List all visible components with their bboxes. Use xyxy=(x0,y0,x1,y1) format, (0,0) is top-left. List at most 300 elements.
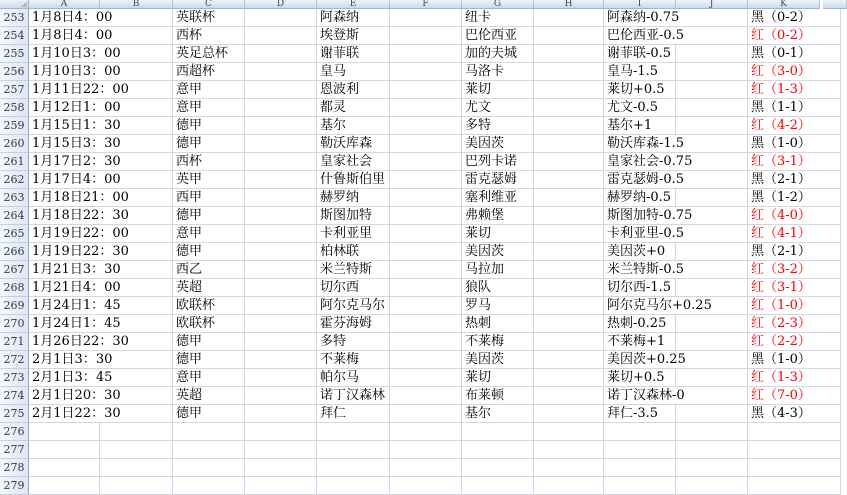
row-number[interactable]: 266 xyxy=(0,243,29,261)
column-header-K[interactable]: K xyxy=(748,0,820,9)
empty-cell[interactable] xyxy=(534,225,604,243)
empty-cell[interactable] xyxy=(676,81,748,99)
empty-cell[interactable] xyxy=(390,387,462,405)
handicap-cell[interactable] xyxy=(604,369,676,387)
empty-cell[interactable] xyxy=(676,9,748,27)
empty-cell[interactable] xyxy=(676,315,748,333)
away-team-cell[interactable] xyxy=(462,63,534,81)
empty-cell[interactable] xyxy=(534,207,604,225)
empty-cell[interactable] xyxy=(390,459,462,477)
date-cell[interactable] xyxy=(29,477,100,495)
handicap-cell[interactable] xyxy=(604,387,685,405)
empty-cell[interactable] xyxy=(676,99,748,117)
empty-cell[interactable] xyxy=(390,477,462,495)
handicap-cell[interactable] xyxy=(604,135,685,153)
empty-cell[interactable] xyxy=(534,81,604,99)
empty-cell[interactable] xyxy=(245,9,317,27)
row-number[interactable]: 277 xyxy=(0,441,29,459)
empty-cell[interactable] xyxy=(534,297,604,315)
result-cell[interactable] xyxy=(748,9,841,27)
empty-cell[interactable] xyxy=(534,279,604,297)
away-team-cell[interactable] xyxy=(462,387,534,405)
league-cell[interactable] xyxy=(173,441,245,459)
empty-cell[interactable] xyxy=(390,261,462,279)
empty-cell[interactable] xyxy=(676,405,748,423)
league-cell[interactable] xyxy=(173,45,245,63)
empty-cell[interactable] xyxy=(390,225,462,243)
empty-cell[interactable] xyxy=(534,99,604,117)
empty-cell[interactable] xyxy=(390,369,462,387)
home-team-cell[interactable] xyxy=(317,171,390,189)
empty-cell[interactable] xyxy=(676,45,748,63)
empty-cell[interactable] xyxy=(390,135,462,153)
result-cell[interactable] xyxy=(748,171,841,189)
handicap-cell[interactable] xyxy=(604,351,686,369)
handicap-cell[interactable] xyxy=(604,171,685,189)
row-number[interactable]: 262 xyxy=(0,171,29,189)
empty-cell[interactable] xyxy=(534,27,604,45)
away-team-cell[interactable] xyxy=(462,333,534,351)
empty-cell[interactable] xyxy=(676,387,748,405)
handicap-cell[interactable] xyxy=(604,117,676,135)
date-cell[interactable] xyxy=(29,261,121,279)
empty-cell[interactable] xyxy=(676,333,748,351)
empty-cell[interactable] xyxy=(390,45,462,63)
empty-cell[interactable] xyxy=(676,459,748,477)
row-number[interactable]: 273 xyxy=(0,369,29,387)
empty-cell[interactable] xyxy=(534,369,604,387)
empty-cell[interactable] xyxy=(534,315,604,333)
empty-cell[interactable] xyxy=(390,315,462,333)
empty-cell[interactable] xyxy=(245,387,317,405)
date-cell[interactable] xyxy=(29,441,100,459)
away-team-cell[interactable] xyxy=(462,45,534,63)
empty-cell[interactable] xyxy=(390,117,462,135)
empty-cell[interactable] xyxy=(390,9,462,27)
away-team-cell[interactable] xyxy=(462,315,534,333)
date-cell[interactable] xyxy=(29,153,121,171)
empty-cell[interactable] xyxy=(534,423,604,441)
away-team-cell[interactable] xyxy=(462,81,534,99)
empty-cell[interactable] xyxy=(390,243,462,261)
away-team-cell[interactable] xyxy=(462,297,534,315)
handicap-cell[interactable] xyxy=(604,63,676,81)
empty-cell[interactable] xyxy=(676,243,748,261)
result-cell[interactable] xyxy=(748,405,841,423)
away-team-cell[interactable] xyxy=(462,225,534,243)
empty-cell[interactable] xyxy=(390,441,462,459)
row-number[interactable]: 276 xyxy=(0,423,29,441)
empty-cell[interactable] xyxy=(534,333,604,351)
handicap-cell[interactable] xyxy=(604,423,676,441)
empty-cell[interactable] xyxy=(245,99,317,117)
league-cell[interactable] xyxy=(173,297,245,315)
date-cell[interactable] xyxy=(29,405,121,423)
home-team-cell[interactable] xyxy=(317,405,390,423)
empty-cell[interactable] xyxy=(390,423,462,441)
result-cell[interactable] xyxy=(748,333,841,351)
row-number[interactable]: 255 xyxy=(0,45,29,63)
away-team-cell[interactable] xyxy=(462,459,534,477)
empty-cell[interactable] xyxy=(534,153,604,171)
date-cell[interactable] xyxy=(29,45,121,63)
home-team-cell[interactable] xyxy=(317,369,390,387)
column-header-F[interactable]: F xyxy=(390,0,462,9)
league-cell[interactable] xyxy=(173,171,245,189)
date-cell[interactable] xyxy=(29,9,113,27)
empty-cell[interactable] xyxy=(245,423,317,441)
home-team-cell[interactable] xyxy=(317,135,390,153)
column-header-J[interactable]: J xyxy=(676,0,748,9)
row-number[interactable]: 268 xyxy=(0,279,29,297)
empty-cell[interactable] xyxy=(534,387,604,405)
empty-cell[interactable] xyxy=(390,351,462,369)
result-cell[interactable] xyxy=(748,207,841,225)
empty-cell[interactable] xyxy=(676,189,748,207)
column-header-B[interactable]: B xyxy=(100,0,173,9)
away-team-cell[interactable] xyxy=(462,261,534,279)
handicap-cell[interactable] xyxy=(604,225,685,243)
home-team-cell[interactable] xyxy=(317,207,390,225)
column-header-A[interactable]: A xyxy=(29,0,100,9)
home-team-cell[interactable] xyxy=(317,9,390,27)
away-team-cell[interactable] xyxy=(462,405,534,423)
home-team-cell[interactable] xyxy=(317,315,390,333)
date-cell[interactable] xyxy=(29,459,100,477)
empty-cell[interactable] xyxy=(534,351,604,369)
home-team-cell[interactable] xyxy=(317,27,390,45)
result-cell[interactable] xyxy=(748,477,841,495)
row-number[interactable]: 265 xyxy=(0,225,29,243)
away-team-cell[interactable] xyxy=(462,369,534,387)
empty-cell[interactable] xyxy=(390,279,462,297)
empty-cell[interactable] xyxy=(534,459,604,477)
league-cell[interactable] xyxy=(173,261,245,279)
row-number[interactable]: 263 xyxy=(0,189,29,207)
date-cell[interactable] xyxy=(29,315,121,333)
result-cell[interactable] xyxy=(748,135,841,153)
empty-cell[interactable] xyxy=(245,279,317,297)
result-cell[interactable] xyxy=(748,297,841,315)
date-cell[interactable] xyxy=(29,81,129,99)
row-number[interactable]: 259 xyxy=(0,117,29,135)
empty-cell[interactable] xyxy=(390,189,462,207)
league-cell[interactable] xyxy=(173,243,245,261)
column-header-E[interactable]: E xyxy=(317,0,390,9)
empty-cell[interactable] xyxy=(245,351,317,369)
result-cell[interactable] xyxy=(748,423,841,441)
away-team-cell[interactable] xyxy=(462,351,534,369)
empty-cell[interactable] xyxy=(676,63,748,81)
date-cell[interactable] xyxy=(29,351,113,369)
empty-cell[interactable] xyxy=(390,333,462,351)
empty-cell[interactable] xyxy=(245,477,317,495)
empty-cell[interactable] xyxy=(245,45,317,63)
row-number[interactable]: 257 xyxy=(0,81,29,99)
home-team-cell[interactable] xyxy=(317,441,390,459)
home-team-cell[interactable] xyxy=(317,423,390,441)
league-cell[interactable] xyxy=(173,315,245,333)
date-cell[interactable] xyxy=(29,369,113,387)
empty-cell[interactable] xyxy=(676,135,748,153)
empty-cell[interactable] xyxy=(534,45,604,63)
date-cell[interactable] xyxy=(29,63,121,81)
empty-cell[interactable] xyxy=(245,405,317,423)
home-team-cell[interactable] xyxy=(317,297,390,315)
handicap-cell[interactable] xyxy=(604,153,693,171)
home-team-cell[interactable] xyxy=(317,189,390,207)
handicap-cell[interactable] xyxy=(604,333,676,351)
league-cell[interactable] xyxy=(173,333,245,351)
empty-cell[interactable] xyxy=(534,441,604,459)
handicap-cell[interactable] xyxy=(604,45,676,63)
league-cell[interactable] xyxy=(173,369,245,387)
result-cell[interactable] xyxy=(748,27,841,45)
date-cell[interactable] xyxy=(29,135,121,153)
league-cell[interactable] xyxy=(173,153,245,171)
select-all-corner[interactable] xyxy=(0,0,29,9)
home-team-cell[interactable] xyxy=(317,459,390,477)
empty-cell[interactable] xyxy=(534,261,604,279)
column-header-G[interactable]: G xyxy=(462,0,534,9)
home-team-cell[interactable] xyxy=(317,351,390,369)
empty-cell[interactable] xyxy=(676,27,748,45)
empty-cell[interactable] xyxy=(100,459,173,477)
home-team-cell[interactable] xyxy=(317,387,390,405)
league-cell[interactable] xyxy=(173,423,245,441)
result-cell[interactable] xyxy=(748,189,841,207)
row-number[interactable]: 260 xyxy=(0,135,29,153)
column-header-partial[interactable] xyxy=(823,0,847,9)
handicap-cell[interactable] xyxy=(604,279,676,297)
empty-cell[interactable] xyxy=(534,117,604,135)
league-cell[interactable] xyxy=(173,189,245,207)
empty-cell[interactable] xyxy=(245,441,317,459)
handicap-cell[interactable] xyxy=(604,441,676,459)
row-number[interactable]: 261 xyxy=(0,153,29,171)
away-team-cell[interactable] xyxy=(462,279,534,297)
empty-cell[interactable] xyxy=(100,423,173,441)
empty-cell[interactable] xyxy=(245,333,317,351)
row-number[interactable]: 269 xyxy=(0,297,29,315)
handicap-cell[interactable] xyxy=(604,243,676,261)
empty-cell[interactable] xyxy=(534,243,604,261)
empty-cell[interactable] xyxy=(676,171,748,189)
empty-cell[interactable] xyxy=(390,81,462,99)
result-cell[interactable] xyxy=(748,243,841,261)
empty-cell[interactable] xyxy=(390,297,462,315)
date-cell[interactable] xyxy=(29,207,129,225)
league-cell[interactable] xyxy=(173,117,245,135)
handicap-cell[interactable] xyxy=(604,207,693,225)
empty-cell[interactable] xyxy=(245,171,317,189)
handicap-cell[interactable] xyxy=(604,315,676,333)
empty-cell[interactable] xyxy=(390,207,462,225)
result-cell[interactable] xyxy=(748,99,841,117)
date-cell[interactable] xyxy=(29,99,121,117)
home-team-cell[interactable] xyxy=(317,81,390,99)
result-cell[interactable] xyxy=(748,45,841,63)
column-header-C[interactable]: C xyxy=(173,0,245,9)
away-team-cell[interactable] xyxy=(462,117,534,135)
handicap-cell[interactable] xyxy=(604,261,685,279)
row-number[interactable]: 254 xyxy=(0,27,29,45)
date-cell[interactable] xyxy=(29,171,121,189)
league-cell[interactable] xyxy=(173,351,245,369)
empty-cell[interactable] xyxy=(245,63,317,81)
result-cell[interactable] xyxy=(748,315,841,333)
date-cell[interactable] xyxy=(29,279,121,297)
away-team-cell[interactable] xyxy=(462,9,534,27)
empty-cell[interactable] xyxy=(676,477,748,495)
empty-cell[interactable] xyxy=(676,423,748,441)
empty-cell[interactable] xyxy=(676,225,748,243)
home-team-cell[interactable] xyxy=(317,333,390,351)
league-cell[interactable] xyxy=(173,207,245,225)
empty-cell[interactable] xyxy=(245,135,317,153)
home-team-cell[interactable] xyxy=(317,99,390,117)
empty-cell[interactable] xyxy=(676,117,748,135)
result-cell[interactable] xyxy=(748,369,841,387)
result-cell[interactable] xyxy=(748,351,841,369)
home-team-cell[interactable] xyxy=(317,279,390,297)
date-cell[interactable] xyxy=(29,27,113,45)
result-cell[interactable] xyxy=(748,117,841,135)
league-cell[interactable] xyxy=(173,279,245,297)
home-team-cell[interactable] xyxy=(317,243,390,261)
row-number[interactable]: 270 xyxy=(0,315,29,333)
empty-cell[interactable] xyxy=(534,135,604,153)
empty-cell[interactable] xyxy=(100,441,173,459)
row-number[interactable]: 271 xyxy=(0,333,29,351)
league-cell[interactable] xyxy=(173,387,245,405)
date-cell[interactable] xyxy=(29,243,129,261)
home-team-cell[interactable] xyxy=(317,117,390,135)
handicap-cell[interactable] xyxy=(604,27,685,45)
away-team-cell[interactable] xyxy=(462,189,534,207)
league-cell[interactable] xyxy=(173,63,245,81)
empty-cell[interactable] xyxy=(245,117,317,135)
away-team-cell[interactable] xyxy=(462,477,534,495)
empty-cell[interactable] xyxy=(534,477,604,495)
result-cell[interactable] xyxy=(748,153,841,171)
handicap-cell[interactable] xyxy=(604,459,676,477)
away-team-cell[interactable] xyxy=(462,441,534,459)
away-team-cell[interactable] xyxy=(462,27,534,45)
date-cell[interactable] xyxy=(29,189,129,207)
away-team-cell[interactable] xyxy=(462,207,534,225)
empty-cell[interactable] xyxy=(534,9,604,27)
row-number[interactable]: 267 xyxy=(0,261,29,279)
handicap-cell[interactable] xyxy=(604,189,676,207)
empty-cell[interactable] xyxy=(245,27,317,45)
empty-cell[interactable] xyxy=(534,171,604,189)
row-number[interactable]: 253 xyxy=(0,9,29,27)
row-number[interactable]: 278 xyxy=(0,459,29,477)
empty-cell[interactable] xyxy=(676,441,748,459)
handicap-cell[interactable] xyxy=(604,99,676,117)
empty-cell[interactable] xyxy=(245,459,317,477)
away-team-cell[interactable] xyxy=(462,243,534,261)
empty-cell[interactable] xyxy=(676,261,748,279)
date-cell[interactable] xyxy=(29,225,129,243)
result-cell[interactable] xyxy=(748,441,841,459)
empty-cell[interactable] xyxy=(245,153,317,171)
row-number[interactable]: 264 xyxy=(0,207,29,225)
empty-cell[interactable] xyxy=(245,315,317,333)
league-cell[interactable] xyxy=(173,135,245,153)
empty-cell[interactable] xyxy=(676,369,748,387)
empty-cell[interactable] xyxy=(676,351,748,369)
empty-cell[interactable] xyxy=(245,207,317,225)
result-cell[interactable] xyxy=(748,279,841,297)
empty-cell[interactable] xyxy=(390,153,462,171)
away-team-cell[interactable] xyxy=(462,153,534,171)
empty-cell[interactable] xyxy=(245,261,317,279)
league-cell[interactable] xyxy=(173,405,245,423)
league-cell[interactable] xyxy=(173,81,245,99)
empty-cell[interactable] xyxy=(534,405,604,423)
result-cell[interactable] xyxy=(748,63,841,81)
league-cell[interactable] xyxy=(173,459,245,477)
empty-cell[interactable] xyxy=(245,189,317,207)
home-team-cell[interactable] xyxy=(317,477,390,495)
result-cell[interactable] xyxy=(748,387,841,405)
empty-cell[interactable] xyxy=(100,477,173,495)
home-team-cell[interactable] xyxy=(317,225,390,243)
result-cell[interactable] xyxy=(748,459,841,477)
empty-cell[interactable] xyxy=(534,189,604,207)
league-cell[interactable] xyxy=(173,27,245,45)
empty-cell[interactable] xyxy=(534,63,604,81)
column-header-I[interactable]: I xyxy=(604,0,676,9)
empty-cell[interactable] xyxy=(245,369,317,387)
row-number[interactable]: 256 xyxy=(0,63,29,81)
result-cell[interactable] xyxy=(748,81,841,99)
handicap-cell[interactable] xyxy=(604,297,712,315)
row-number[interactable]: 258 xyxy=(0,99,29,117)
empty-cell[interactable] xyxy=(245,243,317,261)
home-team-cell[interactable] xyxy=(317,153,390,171)
handicap-cell[interactable] xyxy=(604,9,680,27)
league-cell[interactable] xyxy=(173,9,245,27)
away-team-cell[interactable] xyxy=(462,423,534,441)
home-team-cell[interactable] xyxy=(317,261,390,279)
empty-cell[interactable] xyxy=(390,27,462,45)
row-number[interactable]: 275 xyxy=(0,405,29,423)
league-cell[interactable] xyxy=(173,477,245,495)
empty-cell[interactable] xyxy=(676,279,748,297)
empty-cell[interactable] xyxy=(390,99,462,117)
date-cell[interactable] xyxy=(29,117,121,135)
empty-cell[interactable] xyxy=(245,225,317,243)
column-header-D[interactable]: D xyxy=(245,0,317,9)
handicap-cell[interactable] xyxy=(604,81,676,99)
row-number[interactable]: 272 xyxy=(0,351,29,369)
column-header-H[interactable]: H xyxy=(534,0,604,9)
empty-cell[interactable] xyxy=(390,171,462,189)
empty-cell[interactable] xyxy=(390,63,462,81)
result-cell[interactable] xyxy=(748,261,841,279)
league-cell[interactable] xyxy=(173,99,245,117)
away-team-cell[interactable] xyxy=(462,135,534,153)
league-cell[interactable] xyxy=(173,225,245,243)
away-team-cell[interactable] xyxy=(462,171,534,189)
handicap-cell[interactable] xyxy=(604,477,676,495)
date-cell[interactable] xyxy=(29,333,129,351)
empty-cell[interactable] xyxy=(245,81,317,99)
date-cell[interactable] xyxy=(29,423,100,441)
